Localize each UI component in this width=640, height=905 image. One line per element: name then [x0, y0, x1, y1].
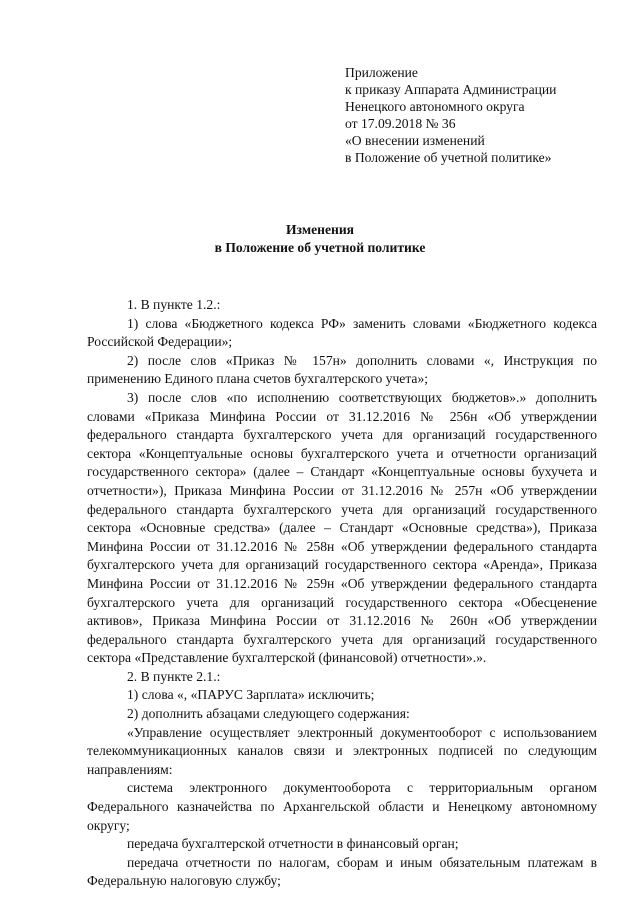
document-body	[87, 296, 597, 891]
paragraph: 1. В пункте 1.2.:	[127, 297, 221, 312]
paragraph: «Управление осуществляет электронный документооборот с использованием телекоммуникационных каналов связи и электронных подписей по следующим направлениям:	[87, 724, 597, 777]
paragraph: 2. В пункте 2.1.:	[127, 668, 221, 684]
annex-header	[345, 64, 630, 166]
paragraph: передача бухгалтерской отчетности в финансовый орган;	[127, 836, 459, 852]
paragraph: 3) после слов «по исполнению соответствующих бюджетов».» дополнить словами «Приказа Минфина России от 31.12.2016 № 256н «Об утверждении федерального стандарта бухгалтерского учета для организаций государственного сектора «Концептуальные основы бухгалтерского учета и отчетности организаций государственного сектора» (далее – Стандарт «Концептуальные основы бухучета и отчетности»), Приказа Минфина России от 31.12.2016 № 257н «Об утверждении федерального стандарта бухгалтерского учета для организаций государственного сектора «Основные средства» (далее – Стандарт «Основные средства»), Приказа Минфина России от 31.12.2016 № 258н «Об утверждении федерального стандарта бухгалтерского учета для организаций государственного сектора «Аренда», Приказа Минфина России от 31.12.2016 № 259н «Об утверждении федерального стандарта бухгалтерского учета для организаций государственного сектора «Обесценение активов», Приказа Минфина России от 31.12.2016 № 260н «Об утверждении федерального стандарта бухгалтерского учета для организаций государственного сектора «Представление бухгалтерской (финансовой) отчетности».».	[87, 389, 597, 666]
document-subtitle: в Положение об учетной политике	[214, 240, 426, 255]
paragraph: 1) слова «, «ПАРУС Зарплата» исключить;	[127, 687, 375, 703]
paragraph: система электронного документооборота с территориальным органом Федерального казначейства по Архангельской области и Ненецкому автономному округу;	[87, 780, 597, 833]
paragraph: передача отчетности по налогам, сборам и иным обязательным платежам в Федеральную налоговую службу;	[87, 854, 597, 889]
document-title: Изменения	[285, 222, 355, 237]
paragraph: 1) слова «Бюджетного кодекса РФ» заменить словами «Бюджетного кодекса Российской Федерации»;	[87, 315, 597, 350]
annex-line: Ненецкого автономного округа	[345, 99, 525, 114]
annex-line: Приложение	[345, 65, 418, 80]
annex-line: к приказу Аппарата Администрации	[345, 82, 557, 97]
annex-line: «О внесении изменений	[345, 133, 485, 148]
paragraph: 2) после слов «Приказ № 157н» дополнить словами «, Инструкция по применению Единого плана счетов бухгалтерского учета»;	[87, 352, 597, 387]
paragraph: 2) дополнить абзацами следующего содержания:	[127, 706, 410, 722]
annex-line: в Положение об учетной политике»	[345, 150, 552, 165]
annex-line: от 17.09.2018 № 36	[345, 116, 456, 131]
